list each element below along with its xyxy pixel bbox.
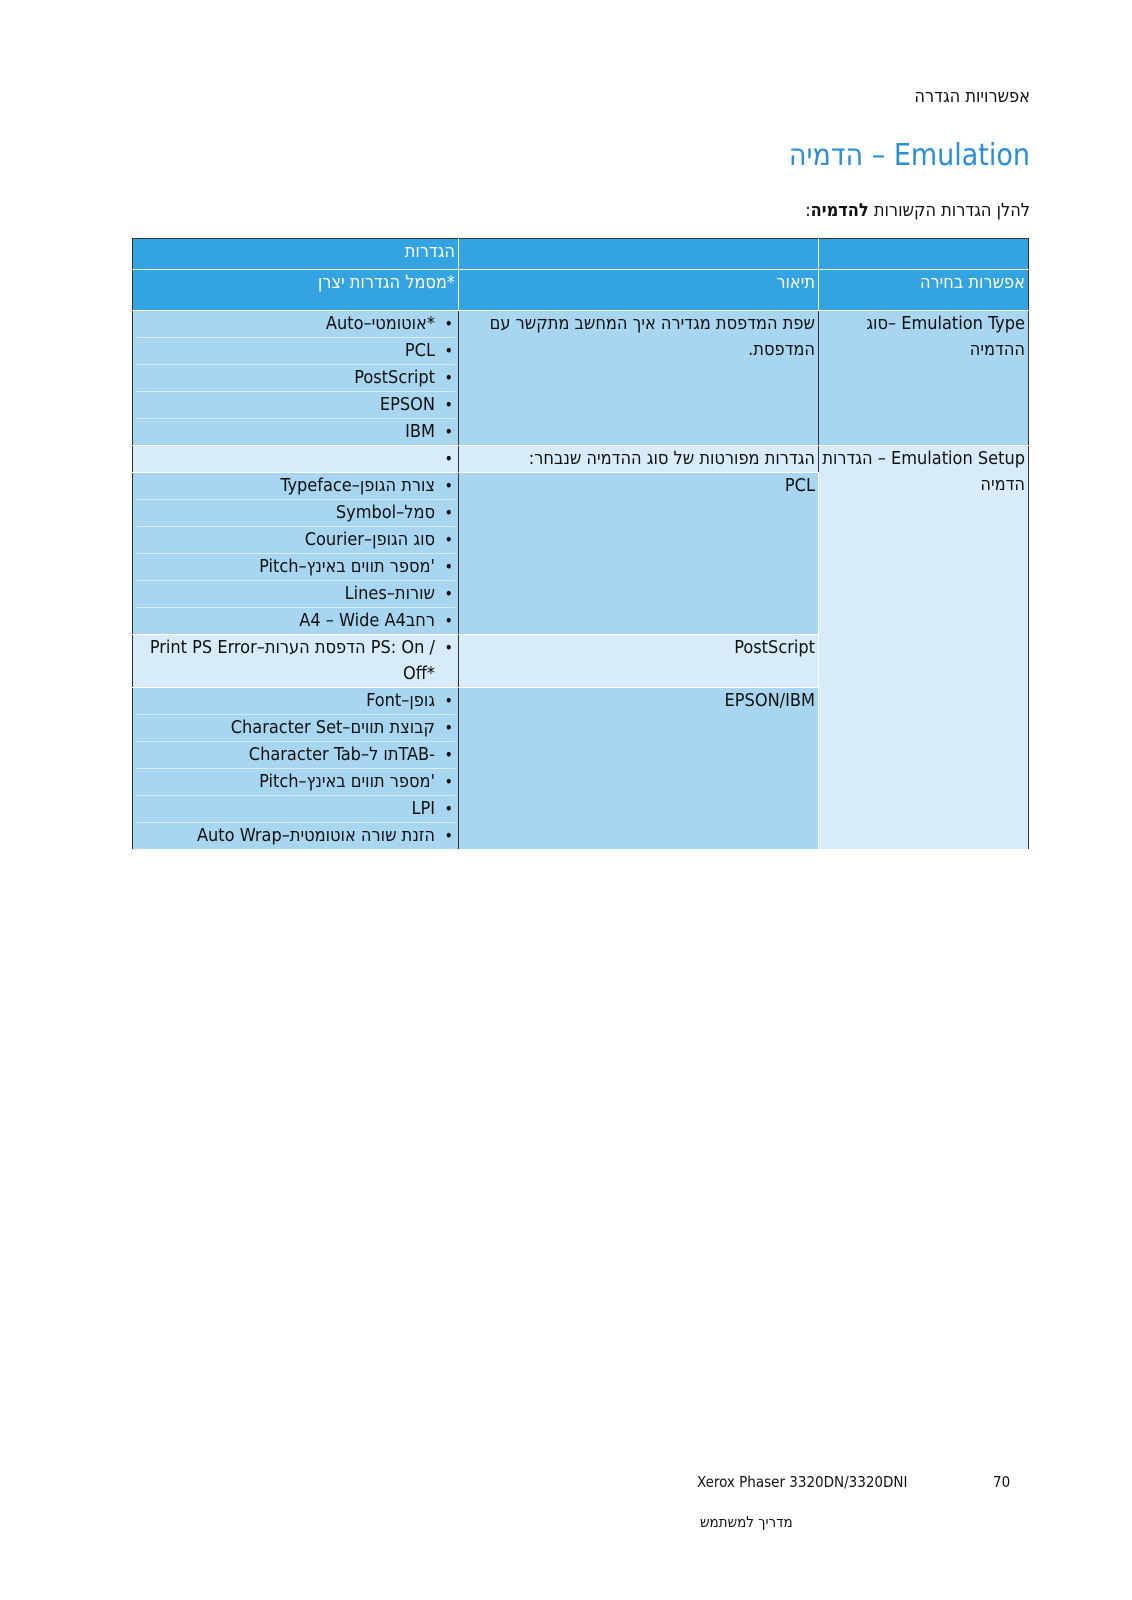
list-item: Pitch–מספר תווים באינץ' • xyxy=(136,554,455,581)
list-item: Character Tab–תו לTAB- • xyxy=(136,742,455,769)
pcl-description: PCL xyxy=(459,473,819,635)
list-item: IBM • xyxy=(136,419,455,445)
list-item: Auto Wrap–הזנת שורה אוטומטית • xyxy=(136,823,455,849)
postscript-settings xyxy=(133,635,459,688)
list-item: Lines–שורות • xyxy=(136,581,455,608)
intro-after: : xyxy=(805,200,811,221)
postscript-description: PostScript xyxy=(459,635,819,688)
list-item xyxy=(136,446,455,472)
section-header: אפשרויות הגדרה xyxy=(914,86,1030,107)
list-item: Courier–סוג הגופן • xyxy=(136,527,455,554)
epson-ibm-description: EPSON/IBM xyxy=(459,688,819,850)
list-item: PCL • xyxy=(136,338,455,365)
list-item: LPI • xyxy=(136,796,455,823)
emulation-type-option: Emulation Type –סוג ההדמיה xyxy=(819,311,1029,446)
intro-before: להלן הגדרות הקשורות xyxy=(868,200,1030,221)
list-item: Font–גופן • xyxy=(136,688,455,715)
footer-product: Xerox Phaser 3320DN/3320DNI xyxy=(697,1473,908,1491)
list-item: EPSON • xyxy=(136,392,455,419)
list-item: Pitch–מספר תווים באינץ' • xyxy=(136,769,455,796)
header-option-top xyxy=(819,239,1029,270)
page-title: Emulation – הדמיה xyxy=(788,138,1030,173)
list-item: A4 – Wide A4רחב • xyxy=(136,608,455,634)
list-item: Auto–אוטומטי* • xyxy=(136,311,455,338)
emulation-setup-option: Emulation Setup – הגדרות הדמיה xyxy=(819,446,1029,850)
header-description-top xyxy=(459,239,819,270)
pcl-settings xyxy=(133,473,459,635)
footer-guide: מדריך למשתמש xyxy=(700,1513,793,1531)
table-row-emulation-setup xyxy=(133,446,1029,473)
footer-page-number: 70 xyxy=(993,1473,1011,1491)
header-settings-top: הגדרות xyxy=(133,239,459,270)
epson-ibm-settings xyxy=(133,688,459,850)
list-item: Print PS Error–הדפסת הערות PS: On / Off* • xyxy=(136,635,455,687)
list-item: Typeface–צורת הגופן • xyxy=(136,473,455,500)
header-settings: *מסמל הגדרות יצרן xyxy=(133,270,459,311)
emulation-setup-description: הגדרות מפורטות של סוג ההדמיה שנבחר: xyxy=(459,446,819,473)
emulation-type-description: שפת המדפסת מגדירה איך המחשב מתקשר עם המדפסת. xyxy=(459,311,819,446)
list-item: Character Set–קבוצת תווים • xyxy=(136,715,455,742)
header-description: תיאור xyxy=(459,270,819,311)
intro-text xyxy=(805,200,1030,221)
list-item: Symbol–סמל • xyxy=(136,500,455,527)
emulation-type-settings xyxy=(133,311,459,446)
emulation-table xyxy=(132,238,1029,850)
table-row-emulation-type xyxy=(133,311,1029,446)
header-option: אפשרות בחירה xyxy=(819,270,1029,311)
emulation-setup-empty xyxy=(133,446,459,473)
list-item: PostScript • xyxy=(136,365,455,392)
intro-bold: להדמיה xyxy=(810,200,869,221)
